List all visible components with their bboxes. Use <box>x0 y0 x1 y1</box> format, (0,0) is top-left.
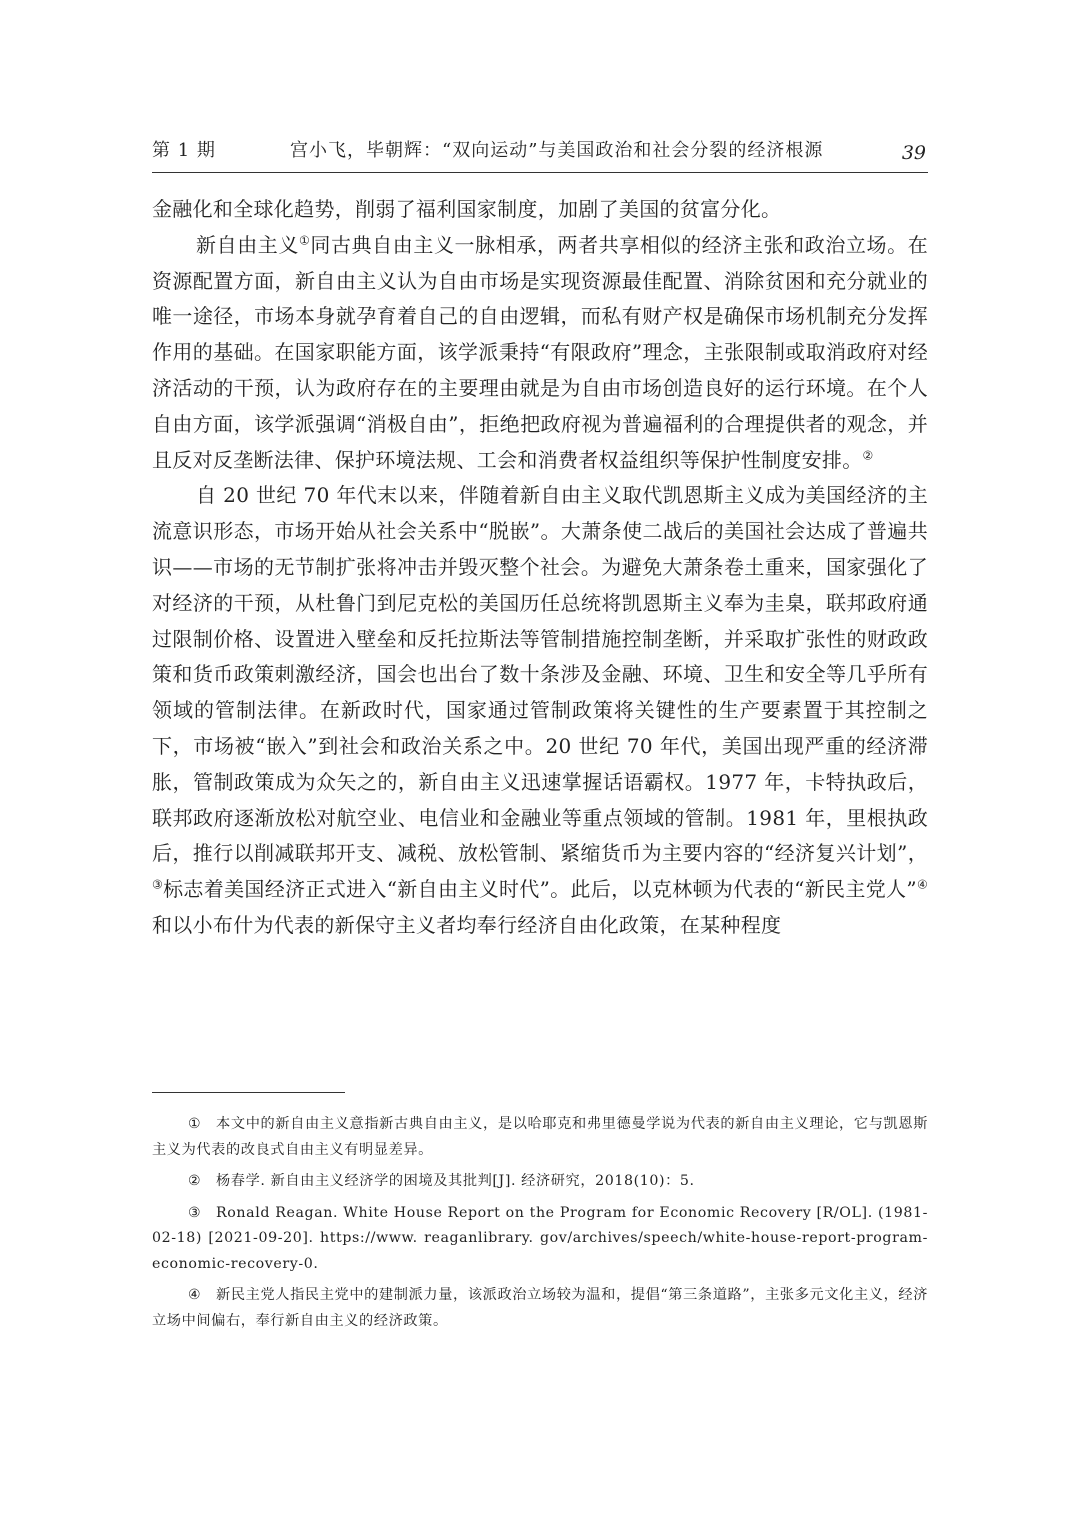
footnote-text[interactable]: Ronald Reagan. White House Report on the Program for Economic Recovery [R/OL]. (1981-02-18) [2021-09-20]. https://www. reaganlibrary. gov/archives/speech/white-house-report-program-economic-recovery-0. <box>152 1204 928 1272</box>
footnote-mark: ③ <box>188 1204 202 1221</box>
footnote-text: 本文中的新自由主义意指新古典自由主义，是以哈耶克和弗里德曼学说为代表的新自由主义理论，它与凯恩斯主义为代表的改良式自由主义有明显差异。 <box>152 1116 928 1158</box>
paragraph-1: 金融化和全球化趋势，削弱了福利国家制度，加剧了美国的贫富分化。 <box>152 197 782 221</box>
footnote-mark: ① <box>188 1116 202 1132</box>
footnote-ref-1[interactable]: ① <box>299 233 311 248</box>
footnote-mark: ④ <box>188 1287 202 1303</box>
footnotes <box>152 1112 928 1340</box>
footnote-mark: ② <box>188 1173 202 1189</box>
footnote-text: 新民主党人指民主党中的建制派力量，该派政治立场较为温和，提倡“第三条道路”，主张多元文化主义，经济立场中间偏右，奉行新自由主义的经济政策。 <box>152 1287 928 1329</box>
page-number: 39 <box>901 142 926 164</box>
footnote-2 <box>152 1169 928 1195</box>
paragraph-3 <box>152 478 928 943</box>
paragraph-3-text-c: 和以小布什为代表的新保守主义者均奉行经济自由化政策，在某种程度 <box>152 912 782 937</box>
paragraph-3-text-b: 标志着美国经济正式进入“新自由主义时代”。此后，以克林顿为代表的“新民主党人” <box>163 877 917 902</box>
footnote-4 <box>152 1283 928 1334</box>
paragraph-3-text-a: 自 20 世纪 70 年代末以来，伴随着新自由主义取代凯恩斯主义成为美国经济的主流意识形态，市场开始从社会关系中“脱嵌”。大萧条使二战后的美国社会达成了普遍共识——市场的无节制扩张将冲击并毁灭整个社会。为避免大萧条卷土重来，国家强化了对经济的干预，从杜鲁门到尼克松的美国历任总统将凯恩斯主义奉为圭臬，联邦政府通过限制价格、设置进入壁垒和反托拉斯法等管制措施控制垄断，并采取扩张性的财政政策和货币政策刺激经济，国会也出台了数十条涉及金融、环境、卫生和安全等几乎所有领域的管制法律。在新政时代，国家通过管制政策将关键性的生产要素置于其控制之下，市场被“嵌入”到社会和政治关系之中。20 世纪 70 年代，美国出现严重的经济滞胀，管制政策成为众矢之的，新自由主义迅速掌握话语霸权。1977 年，卡特执政后，联邦政府逐渐放松对航空业、电信业和金融业等重点领域的管制。1981 年，里根执政后，推行以削减联邦开支、减税、放松管制、紧缩货币为主要内容的“经济复兴计划”， <box>152 483 928 866</box>
header-rule <box>152 172 928 173</box>
footnote-text: 杨春学. 新自由主义经济学的困境及其批判[J]. 经济研究，2018(10)：5. <box>216 1173 695 1189</box>
footnote-3 <box>152 1201 928 1278</box>
footnote-rule <box>152 1092 345 1093</box>
paragraph-2-text-b: 同古典自由主义一脉相承，两者共享相似的经济主张和政治立场。在资源配置方面，新自由主义认为自由市场是实现资源最佳配置、消除贫困和充分就业的唯一途径，市场本身就孕育着自己的自由逻辑，而私有财产权是确保市场机制充分发挥作用的基础。在国家职能方面，该学派秉持“有限政府”理念，主张限制或取消政府对经济活动的干预，认为政府存在的主要理由就是为自由市场创造良好的运行环境。在个人自由方面，该学派强调“消极自由”，拒绝把政府视为普遍福利的合理提供者的观念，并且反对反垄断法律、保护环境法规、工会和消费者权益组织等保护性制度安排。 <box>152 232 929 472</box>
footnote-ref-2[interactable]: ② <box>862 447 874 462</box>
main-text <box>152 192 928 944</box>
footnote-1 <box>152 1112 928 1163</box>
footnote-ref-4[interactable]: ④ <box>916 877 928 892</box>
running-title: 宫小飞，毕朝辉：“双向运动”与美国政治和社会分裂的经济根源 <box>290 140 824 161</box>
issue-label: 第 1 期 <box>152 140 216 161</box>
footnote-ref-3[interactable]: ③ <box>152 877 164 892</box>
paragraph-2 <box>152 228 928 479</box>
paragraph-2-text-a: 新自由主义 <box>196 232 299 257</box>
running-header <box>152 132 928 176</box>
